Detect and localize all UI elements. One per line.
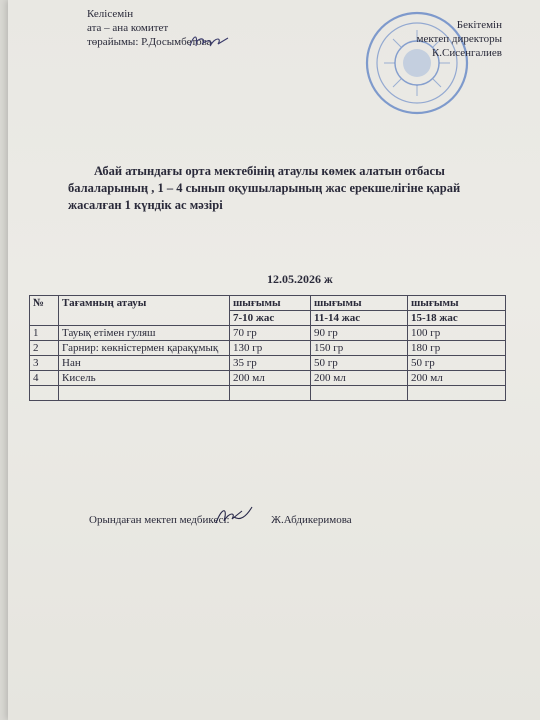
table-row	[30, 356, 506, 371]
footer-label: Орындаған мектеп медбикесі:	[89, 514, 230, 526]
header-age-11-14: 11-14 жас	[311, 311, 408, 326]
header-dish-name: Тағамның атауы	[59, 296, 230, 326]
signature-parent-chair	[188, 32, 232, 52]
menu-date: 12.05.2026 ж	[267, 272, 333, 286]
right-director-name: К.Сисенгалиев	[431, 47, 502, 59]
table-header-row	[30, 296, 506, 311]
left-approve-word: Келісемін	[87, 8, 134, 20]
menu-table	[29, 295, 506, 401]
row-number: 1	[30, 326, 59, 341]
right-director-line: мектеп директоры	[416, 33, 502, 45]
signature-nurse	[212, 503, 254, 529]
row-yield-b: 50 гр	[311, 356, 408, 371]
row-yield-c: 50 гр	[408, 356, 506, 371]
row-yield-b: 90 гр	[311, 326, 408, 341]
table-row	[30, 326, 506, 341]
footer-nurse-name: Ж.Абдикеримова	[271, 514, 352, 526]
header-yield-15-18-top: шығымы	[408, 296, 506, 311]
row-number: 2	[30, 341, 59, 356]
left-chair-name: төрайымы: Р.Досымбетова	[87, 36, 212, 48]
table-row	[30, 341, 506, 356]
row-dish: Гарнир: көкністермен қарақұмық	[59, 341, 230, 356]
header-yield-11-14-top: шығымы	[311, 296, 408, 311]
row-yield-a: 70 гр	[230, 326, 311, 341]
row-yield-b: 150 гр	[311, 341, 408, 356]
header-age-15-18: 15-18 жас	[408, 311, 506, 326]
row-yield-a: 35 гр	[230, 356, 311, 371]
row-dish: Кисель	[59, 371, 230, 386]
row-dish: Тауық етімен гуляш	[59, 326, 230, 341]
row-yield-c: 200 мл	[408, 371, 506, 386]
right-approve-word: Бекітемін	[456, 19, 502, 31]
row-number: 3	[30, 356, 59, 371]
row-dish: Нан	[59, 356, 230, 371]
left-committee-line: ата – ана комитет	[87, 22, 169, 34]
approval-right-block	[417, 18, 503, 60]
row-yield-c: 100 гр	[408, 326, 506, 341]
row-yield-b: 200 мл	[311, 371, 408, 386]
row-yield-a: 200 мл	[230, 371, 311, 386]
document-title: Абай атындағы орта мектебінің атаулы көмек алатын отбасы балаларының , 1 – 4 сынып оқушыларының жас ерекшелігіне қарай жасалған 1 күндік ас мәзірі	[68, 164, 461, 212]
row-yield-c: 180 гр	[408, 341, 506, 356]
row-number: 4	[30, 371, 59, 386]
document-page	[8, 0, 540, 720]
header-yield-7-10-top: шығымы	[230, 296, 311, 311]
table-row	[30, 371, 506, 386]
row-yield-a: 130 гр	[230, 341, 311, 356]
table-row-empty	[30, 386, 506, 401]
header-age-7-10: 7-10 жас	[230, 311, 311, 326]
header-number: №	[30, 296, 59, 326]
